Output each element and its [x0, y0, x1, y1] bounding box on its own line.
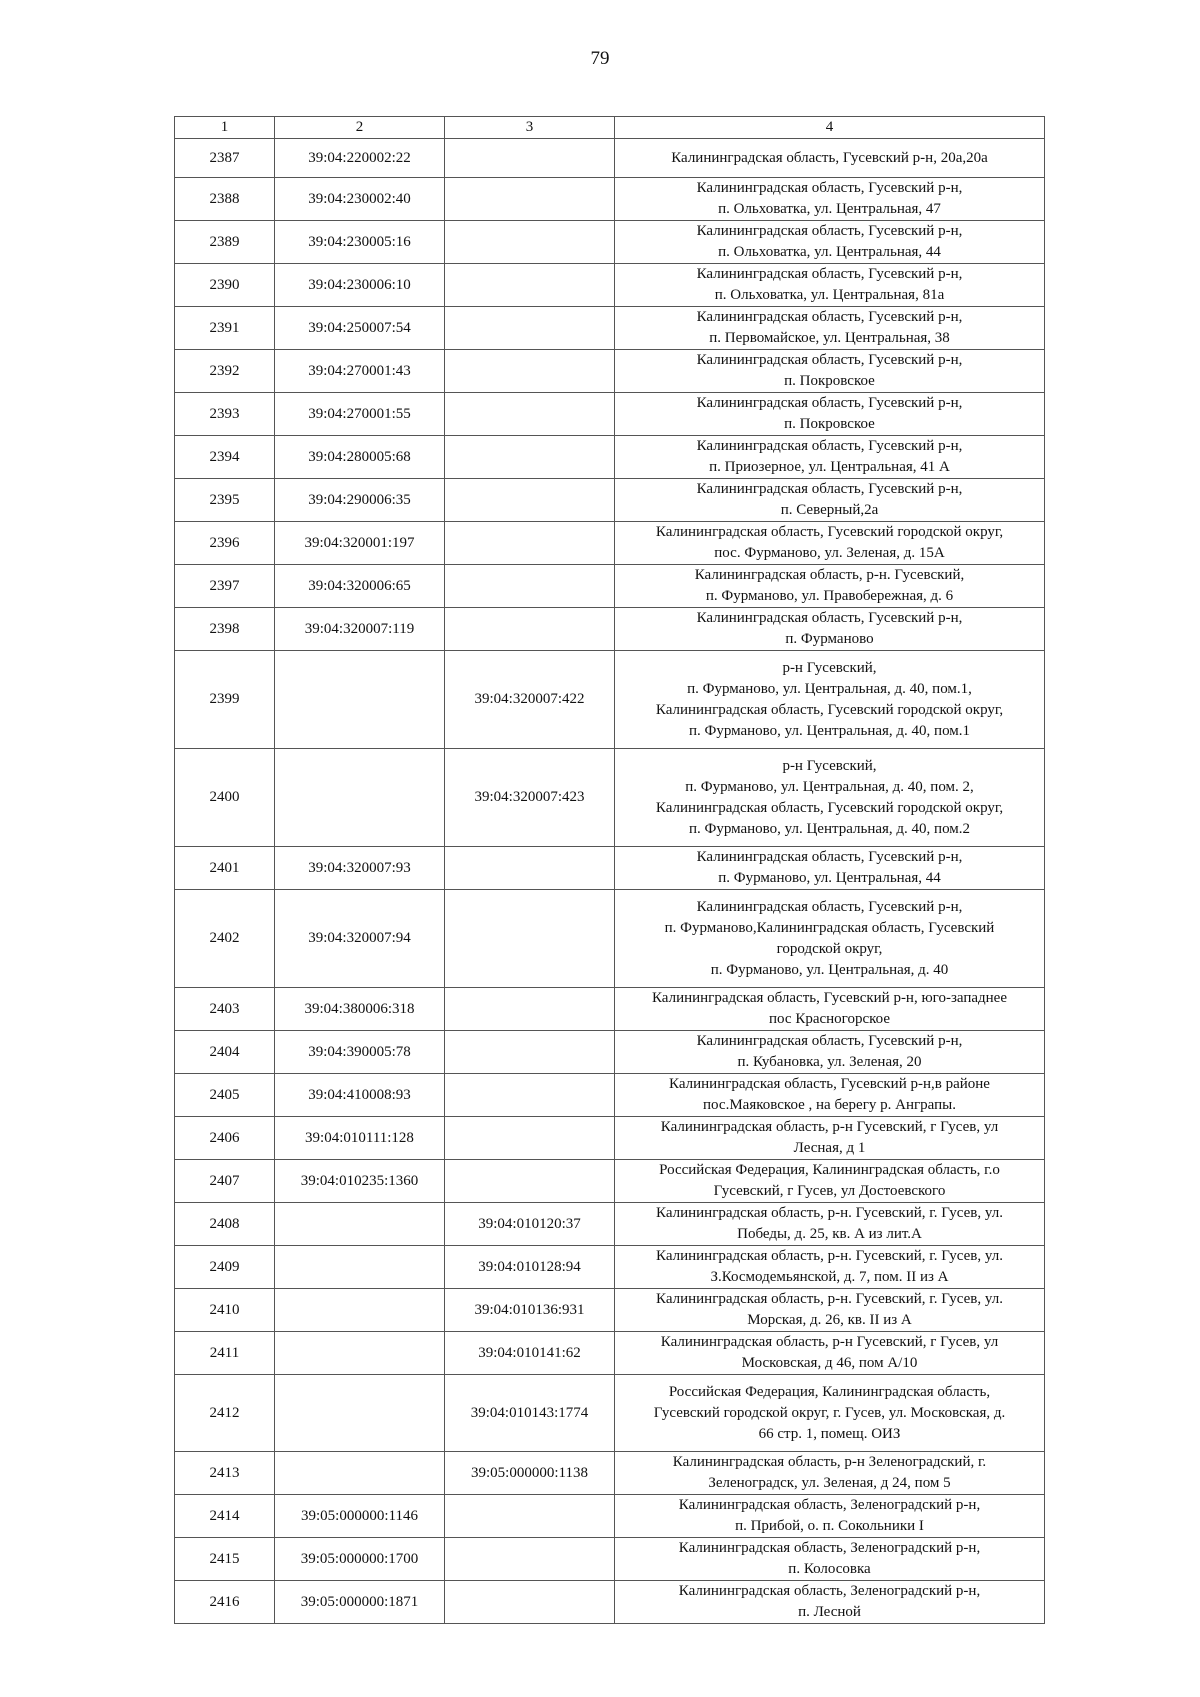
- cadastral-number-cell: 39:04:250007:54: [275, 307, 445, 350]
- row-number-cell: 2405: [175, 1074, 275, 1117]
- address-line: п. Фурманово,Калининградская область, Гусевский: [664, 919, 995, 936]
- table-row: [175, 1203, 1045, 1246]
- address-cell: [615, 847, 1045, 890]
- row-number-cell: 2391: [175, 307, 275, 350]
- cadastral-number-cell: [275, 1203, 445, 1246]
- cadastral-number-2-cell: [445, 565, 615, 608]
- address-line: Калининградская область, Зеленоградский р-н,: [678, 1497, 981, 1513]
- row-number-cell: 2400: [175, 749, 275, 847]
- table-row: [175, 139, 1045, 178]
- address-line: Калининградская область, Гусевский р-н,: [696, 610, 963, 626]
- address-line: Калининградская область, Гусевский р-н,в районе: [669, 1076, 990, 1092]
- address-line: Калининградская область, Гусевский р-н,: [696, 223, 963, 239]
- address-line: Калининградская область, р-н. Гусевский, г. Гусев, ул.: [656, 1248, 1003, 1264]
- table-row: [175, 749, 1045, 847]
- table-row: [175, 1289, 1045, 1332]
- row-number-cell: 2416: [175, 1581, 275, 1624]
- address-line: Московская, д 46, пом А/10: [741, 1355, 918, 1371]
- cadastral-number-cell: [275, 1375, 445, 1452]
- cadastral-number-cell: 39:04:320006:65: [275, 565, 445, 608]
- registry-table: [174, 116, 1045, 1624]
- cadastral-number-cell: 39:04:230005:16: [275, 221, 445, 264]
- row-number-cell: 2399: [175, 651, 275, 749]
- address-line: п. Лесной: [798, 1604, 861, 1620]
- table-row: [175, 479, 1045, 522]
- header-cell-1: 1: [175, 117, 275, 139]
- table-row: [175, 393, 1045, 436]
- address-line: пос Красногорское: [769, 1011, 890, 1027]
- address-line: п. Приозерное, ул. Центральная, 41 А: [709, 459, 950, 475]
- table-header: [175, 117, 1045, 139]
- table-row: [175, 1246, 1045, 1289]
- table-row: [175, 436, 1045, 479]
- address-line: Калининградская область, Гусевский городской округ,: [655, 799, 1004, 816]
- address-cell: [615, 1538, 1045, 1581]
- table-body: [175, 139, 1045, 1624]
- table-row: [175, 221, 1045, 264]
- address-line: п. Прибой, о. п. Сокольники I: [735, 1518, 924, 1534]
- cadastral-number-2-cell: [445, 307, 615, 350]
- address-line: пос.Маяковское , на берегу р. Анграпы.: [703, 1097, 956, 1113]
- cadastral-number-cell: 39:04:410008:93: [275, 1074, 445, 1117]
- address-cell: [615, 1031, 1045, 1074]
- cadastral-number-cell: 39:04:320001:197: [275, 522, 445, 565]
- address-line: Калининградская область, р-н. Гусевский,: [694, 567, 965, 583]
- table-row: [175, 178, 1045, 221]
- cadastral-number-2-cell: 39:04:320007:422: [445, 651, 615, 749]
- address-line: Калининградская область, Гусевский р-н,: [696, 309, 963, 325]
- table-row: [175, 1452, 1045, 1495]
- address-cell: [615, 221, 1045, 264]
- address-cell: [615, 749, 1045, 847]
- cadastral-number-cell: 39:04:230002:40: [275, 178, 445, 221]
- table-row: [175, 1332, 1045, 1375]
- table-row: [175, 1375, 1045, 1452]
- address-line: Калининградская область, р-н. Гусевский, г. Гусев, ул.: [656, 1291, 1003, 1307]
- address-line: п. Колосовка: [788, 1561, 871, 1577]
- header-row: [175, 117, 1045, 139]
- address-cell: [615, 890, 1045, 988]
- address-cell: [615, 522, 1045, 565]
- row-number-cell: 2390: [175, 264, 275, 307]
- cadastral-number-cell: 39:04:270001:43: [275, 350, 445, 393]
- cadastral-number-cell: 39:04:320007:94: [275, 890, 445, 988]
- cadastral-number-2-cell: 39:04:320007:423: [445, 749, 615, 847]
- cadastral-number-cell: 39:04:220002:22: [275, 139, 445, 178]
- row-number-cell: 2394: [175, 436, 275, 479]
- address-cell: [615, 1581, 1045, 1624]
- address-line: Калининградская область, р-н Зеленоградский, г.: [672, 1454, 987, 1470]
- address-line: Калининградская область, Гусевский р-н, 20а,20а: [671, 149, 988, 166]
- address-line: Гусевский городской округ, г. Гусев, ул. Московская, д.: [653, 1404, 1006, 1421]
- cadastral-number-2-cell: 39:05:000000:1138: [445, 1452, 615, 1495]
- row-number-cell: 2401: [175, 847, 275, 890]
- address-cell: [615, 139, 1045, 178]
- table-row: [175, 1074, 1045, 1117]
- cadastral-number-cell: 39:04:320007:119: [275, 608, 445, 651]
- cadastral-number-2-cell: [445, 608, 615, 651]
- cadastral-number-2-cell: [445, 1160, 615, 1203]
- table-row: [175, 1581, 1045, 1624]
- address-line: Калининградская область, р-н Гусевский, г Гусев, ул: [660, 1119, 999, 1135]
- cadastral-number-2-cell: [445, 1074, 615, 1117]
- row-number-cell: 2396: [175, 522, 275, 565]
- cadastral-number-2-cell: [445, 393, 615, 436]
- address-line: пос. Фурманово, ул. Зеленая, д. 15А: [714, 545, 945, 561]
- cadastral-number-cell: [275, 651, 445, 749]
- address-line: Калининградская область, Зеленоградский р-н,: [678, 1583, 981, 1599]
- row-number-cell: 2407: [175, 1160, 275, 1203]
- table-row: [175, 988, 1045, 1031]
- row-number-cell: 2406: [175, 1117, 275, 1160]
- cadastral-number-cell: 39:04:280005:68: [275, 436, 445, 479]
- address-line: п. Ольховатка, ул. Центральная, 81а: [714, 287, 945, 303]
- address-line: Калининградская область, Гусевский р-н,: [696, 266, 963, 282]
- cadastral-number-2-cell: [445, 988, 615, 1031]
- cadastral-number-cell: 39:04:390005:78: [275, 1031, 445, 1074]
- address-line: п. Покровское: [784, 416, 875, 432]
- row-number-cell: 2410: [175, 1289, 275, 1332]
- cadastral-number-2-cell: [445, 1581, 615, 1624]
- table-row: [175, 565, 1045, 608]
- address-cell: [615, 1375, 1045, 1452]
- address-line: п. Покровское: [784, 373, 875, 389]
- cadastral-number-2-cell: [445, 1031, 615, 1074]
- address-cell: [615, 307, 1045, 350]
- address-line: п. Фурманово, ул. Центральная, д. 40, пом.1: [688, 722, 971, 739]
- table-row: [175, 1117, 1045, 1160]
- address-line: Калининградская область, Гусевский р-н,: [696, 352, 963, 368]
- cadastral-number-2-cell: 39:04:010141:62: [445, 1332, 615, 1375]
- row-number-cell: 2389: [175, 221, 275, 264]
- address-cell: [615, 565, 1045, 608]
- address-line: п. Фурманово, ул. Центральная, д. 40, пом.2: [688, 820, 971, 837]
- address-line: Гусевский, г Гусев, ул Достоевского: [713, 1183, 946, 1199]
- address-line: Калининградская область, Зеленоградский р-н,: [678, 1540, 981, 1556]
- cadastral-number-cell: 39:04:320007:93: [275, 847, 445, 890]
- address-line: п. Фурманово: [785, 631, 874, 647]
- cadastral-number-cell: 39:04:230006:10: [275, 264, 445, 307]
- row-number-cell: 2395: [175, 479, 275, 522]
- row-number-cell: 2412: [175, 1375, 275, 1452]
- address-line: Калининградская область, Гусевский р-н,: [696, 849, 963, 865]
- address-cell: [615, 479, 1045, 522]
- cadastral-number-cell: 39:05:000000:1146: [275, 1495, 445, 1538]
- row-number-cell: 2397: [175, 565, 275, 608]
- address-line: Калининградская область, Гусевский р-н,: [696, 481, 963, 497]
- cadastral-number-2-cell: [445, 890, 615, 988]
- table-row: [175, 1160, 1045, 1203]
- address-line: п. Фурманово, ул. Центральная, д. 40, пом. 2,: [685, 778, 974, 795]
- row-number-cell: 2408: [175, 1203, 275, 1246]
- address-cell: [615, 651, 1045, 749]
- cadastral-number-cell: 39:04:010111:128: [275, 1117, 445, 1160]
- cadastral-number-cell: 39:05:000000:1700: [275, 1538, 445, 1581]
- row-number-cell: 2414: [175, 1495, 275, 1538]
- table-row: [175, 651, 1045, 749]
- cadastral-number-2-cell: 39:04:010128:94: [445, 1246, 615, 1289]
- address-line: Калининградская область, Гусевский р-н,: [696, 1033, 963, 1049]
- row-number-cell: 2402: [175, 890, 275, 988]
- cadastral-number-2-cell: 39:04:010120:37: [445, 1203, 615, 1246]
- header-cell-2: 2: [275, 117, 445, 139]
- row-number-cell: 2404: [175, 1031, 275, 1074]
- address-line: п. Кубановка, ул. Зеленая, 20: [737, 1054, 922, 1070]
- row-number-cell: 2413: [175, 1452, 275, 1495]
- address-line: п. Фурманово, ул. Центральная, 44: [718, 870, 941, 886]
- table-row: [175, 350, 1045, 393]
- page-number: 79: [590, 48, 610, 69]
- address-cell: [615, 393, 1045, 436]
- cadastral-number-2-cell: [445, 847, 615, 890]
- cadastral-number-2-cell: 39:04:010143:1774: [445, 1375, 615, 1452]
- address-line: р-н Гусевский,: [782, 757, 877, 774]
- cadastral-number-cell: 39:04:380006:318: [275, 988, 445, 1031]
- cadastral-number-2-cell: [445, 264, 615, 307]
- address-cell: [615, 178, 1045, 221]
- cadastral-number-2-cell: [445, 350, 615, 393]
- address-line: Лесная, д 1: [793, 1140, 866, 1156]
- row-number-cell: 2415: [175, 1538, 275, 1581]
- address-line: Калининградская область, Гусевский р-н,: [696, 438, 963, 454]
- address-cell: [615, 1289, 1045, 1332]
- cadastral-number-cell: [275, 1452, 445, 1495]
- cadastral-number-cell: 39:05:000000:1871: [275, 1581, 445, 1624]
- cadastral-number-2-cell: [445, 436, 615, 479]
- address-cell: [615, 1332, 1045, 1375]
- address-line: п. Северный,2а: [780, 502, 879, 518]
- address-line: Калининградская область, Гусевский городской округ,: [655, 701, 1004, 718]
- table-row: [175, 847, 1045, 890]
- address-cell: [615, 608, 1045, 651]
- table-row: [175, 1538, 1045, 1581]
- address-cell: [615, 1074, 1045, 1117]
- cadastral-number-2-cell: [445, 1495, 615, 1538]
- address-line: Калининградская область, Гусевский р-н,: [696, 180, 963, 196]
- address-line: п. Фурманово, ул. Центральная, д. 40: [710, 961, 949, 978]
- address-line: З.Космодемьянской, д. 7, пом. II из А: [710, 1269, 949, 1285]
- cadastral-number-2-cell: [445, 221, 615, 264]
- cadastral-number-cell: 39:04:010235:1360: [275, 1160, 445, 1203]
- cadastral-number-cell: 39:04:290006:35: [275, 479, 445, 522]
- address-cell: [615, 988, 1045, 1031]
- address-line: п. Фурманово, ул. Правобережная, д. 6: [705, 588, 954, 604]
- address-line: Победы, д. 25, кв. А из лит.А: [737, 1226, 922, 1242]
- cadastral-number-2-cell: 39:04:010136:931: [445, 1289, 615, 1332]
- table-row: [175, 522, 1045, 565]
- cadastral-number-2-cell: [445, 522, 615, 565]
- row-number-cell: 2393: [175, 393, 275, 436]
- address-cell: [615, 1495, 1045, 1538]
- table-row: [175, 1495, 1045, 1538]
- table-row: [175, 1031, 1045, 1074]
- cadastral-number-cell: [275, 1246, 445, 1289]
- cadastral-number-2-cell: [445, 178, 615, 221]
- row-number-cell: 2403: [175, 988, 275, 1031]
- address-line: Калининградская область, р-н Гусевский, г Гусев, ул: [660, 1334, 999, 1350]
- table-row: [175, 608, 1045, 651]
- address-line: Морская, д. 26, кв. II из А: [747, 1312, 912, 1328]
- address-line: 66 стр. 1, помещ. ОИЗ: [758, 1425, 901, 1442]
- row-number-cell: 2398: [175, 608, 275, 651]
- address-line: п. Первомайское, ул. Центральная, 38: [709, 330, 950, 346]
- address-line: п. Ольховатка, ул. Центральная, 44: [718, 244, 941, 260]
- address-line: Калининградская область, р-н. Гусевский, г. Гусев, ул.: [656, 1205, 1003, 1221]
- cadastral-number-2-cell: [445, 479, 615, 522]
- address-line: Российская Федерация, Калининградская область, г.о: [659, 1162, 1000, 1178]
- header-cell-4: 4: [615, 117, 1045, 139]
- cadastral-number-2-cell: [445, 1117, 615, 1160]
- row-number-cell: 2411: [175, 1332, 275, 1375]
- table-row: [175, 890, 1045, 988]
- header-cell-3: 3: [445, 117, 615, 139]
- table-row: [175, 264, 1045, 307]
- address-cell: [615, 350, 1045, 393]
- address-line: п. Ольховатка, ул. Центральная, 47: [718, 201, 941, 217]
- address-cell: [615, 1117, 1045, 1160]
- address-line: Зеленоградск, ул. Зеленая, д 24, пом 5: [708, 1475, 951, 1491]
- address-line: р-н Гусевский,: [782, 659, 877, 676]
- row-number-cell: 2409: [175, 1246, 275, 1289]
- cadastral-number-cell: [275, 1332, 445, 1375]
- address-line: Калининградская область, Гусевский городской округ,: [655, 524, 1004, 540]
- row-number-cell: 2387: [175, 139, 275, 178]
- cadastral-number-cell: 39:04:270001:55: [275, 393, 445, 436]
- cadastral-number-cell: [275, 749, 445, 847]
- address-line: Калининградская область, Гусевский р-н,: [696, 395, 963, 411]
- address-cell: [615, 1203, 1045, 1246]
- address-cell: [615, 436, 1045, 479]
- row-number-cell: 2392: [175, 350, 275, 393]
- address-line: Калининградская область, Гусевский р-н,: [696, 898, 963, 915]
- address-cell: [615, 1160, 1045, 1203]
- address-line: Калининградская область, Гусевский р-н, юго-западнее: [651, 990, 1007, 1006]
- address-cell: [615, 1246, 1045, 1289]
- cadastral-number-2-cell: [445, 139, 615, 178]
- address-cell: [615, 1452, 1045, 1495]
- cadastral-number-2-cell: [445, 1538, 615, 1581]
- address-line: п. Фурманово, ул. Центральная, д. 40, пом.1,: [687, 680, 972, 697]
- address-line: городской округ,: [776, 940, 883, 957]
- table-row: [175, 307, 1045, 350]
- cadastral-number-cell: [275, 1289, 445, 1332]
- address-cell: [615, 264, 1045, 307]
- row-number-cell: 2388: [175, 178, 275, 221]
- address-line: Российская Федерация, Калининградская область,: [668, 1383, 991, 1400]
